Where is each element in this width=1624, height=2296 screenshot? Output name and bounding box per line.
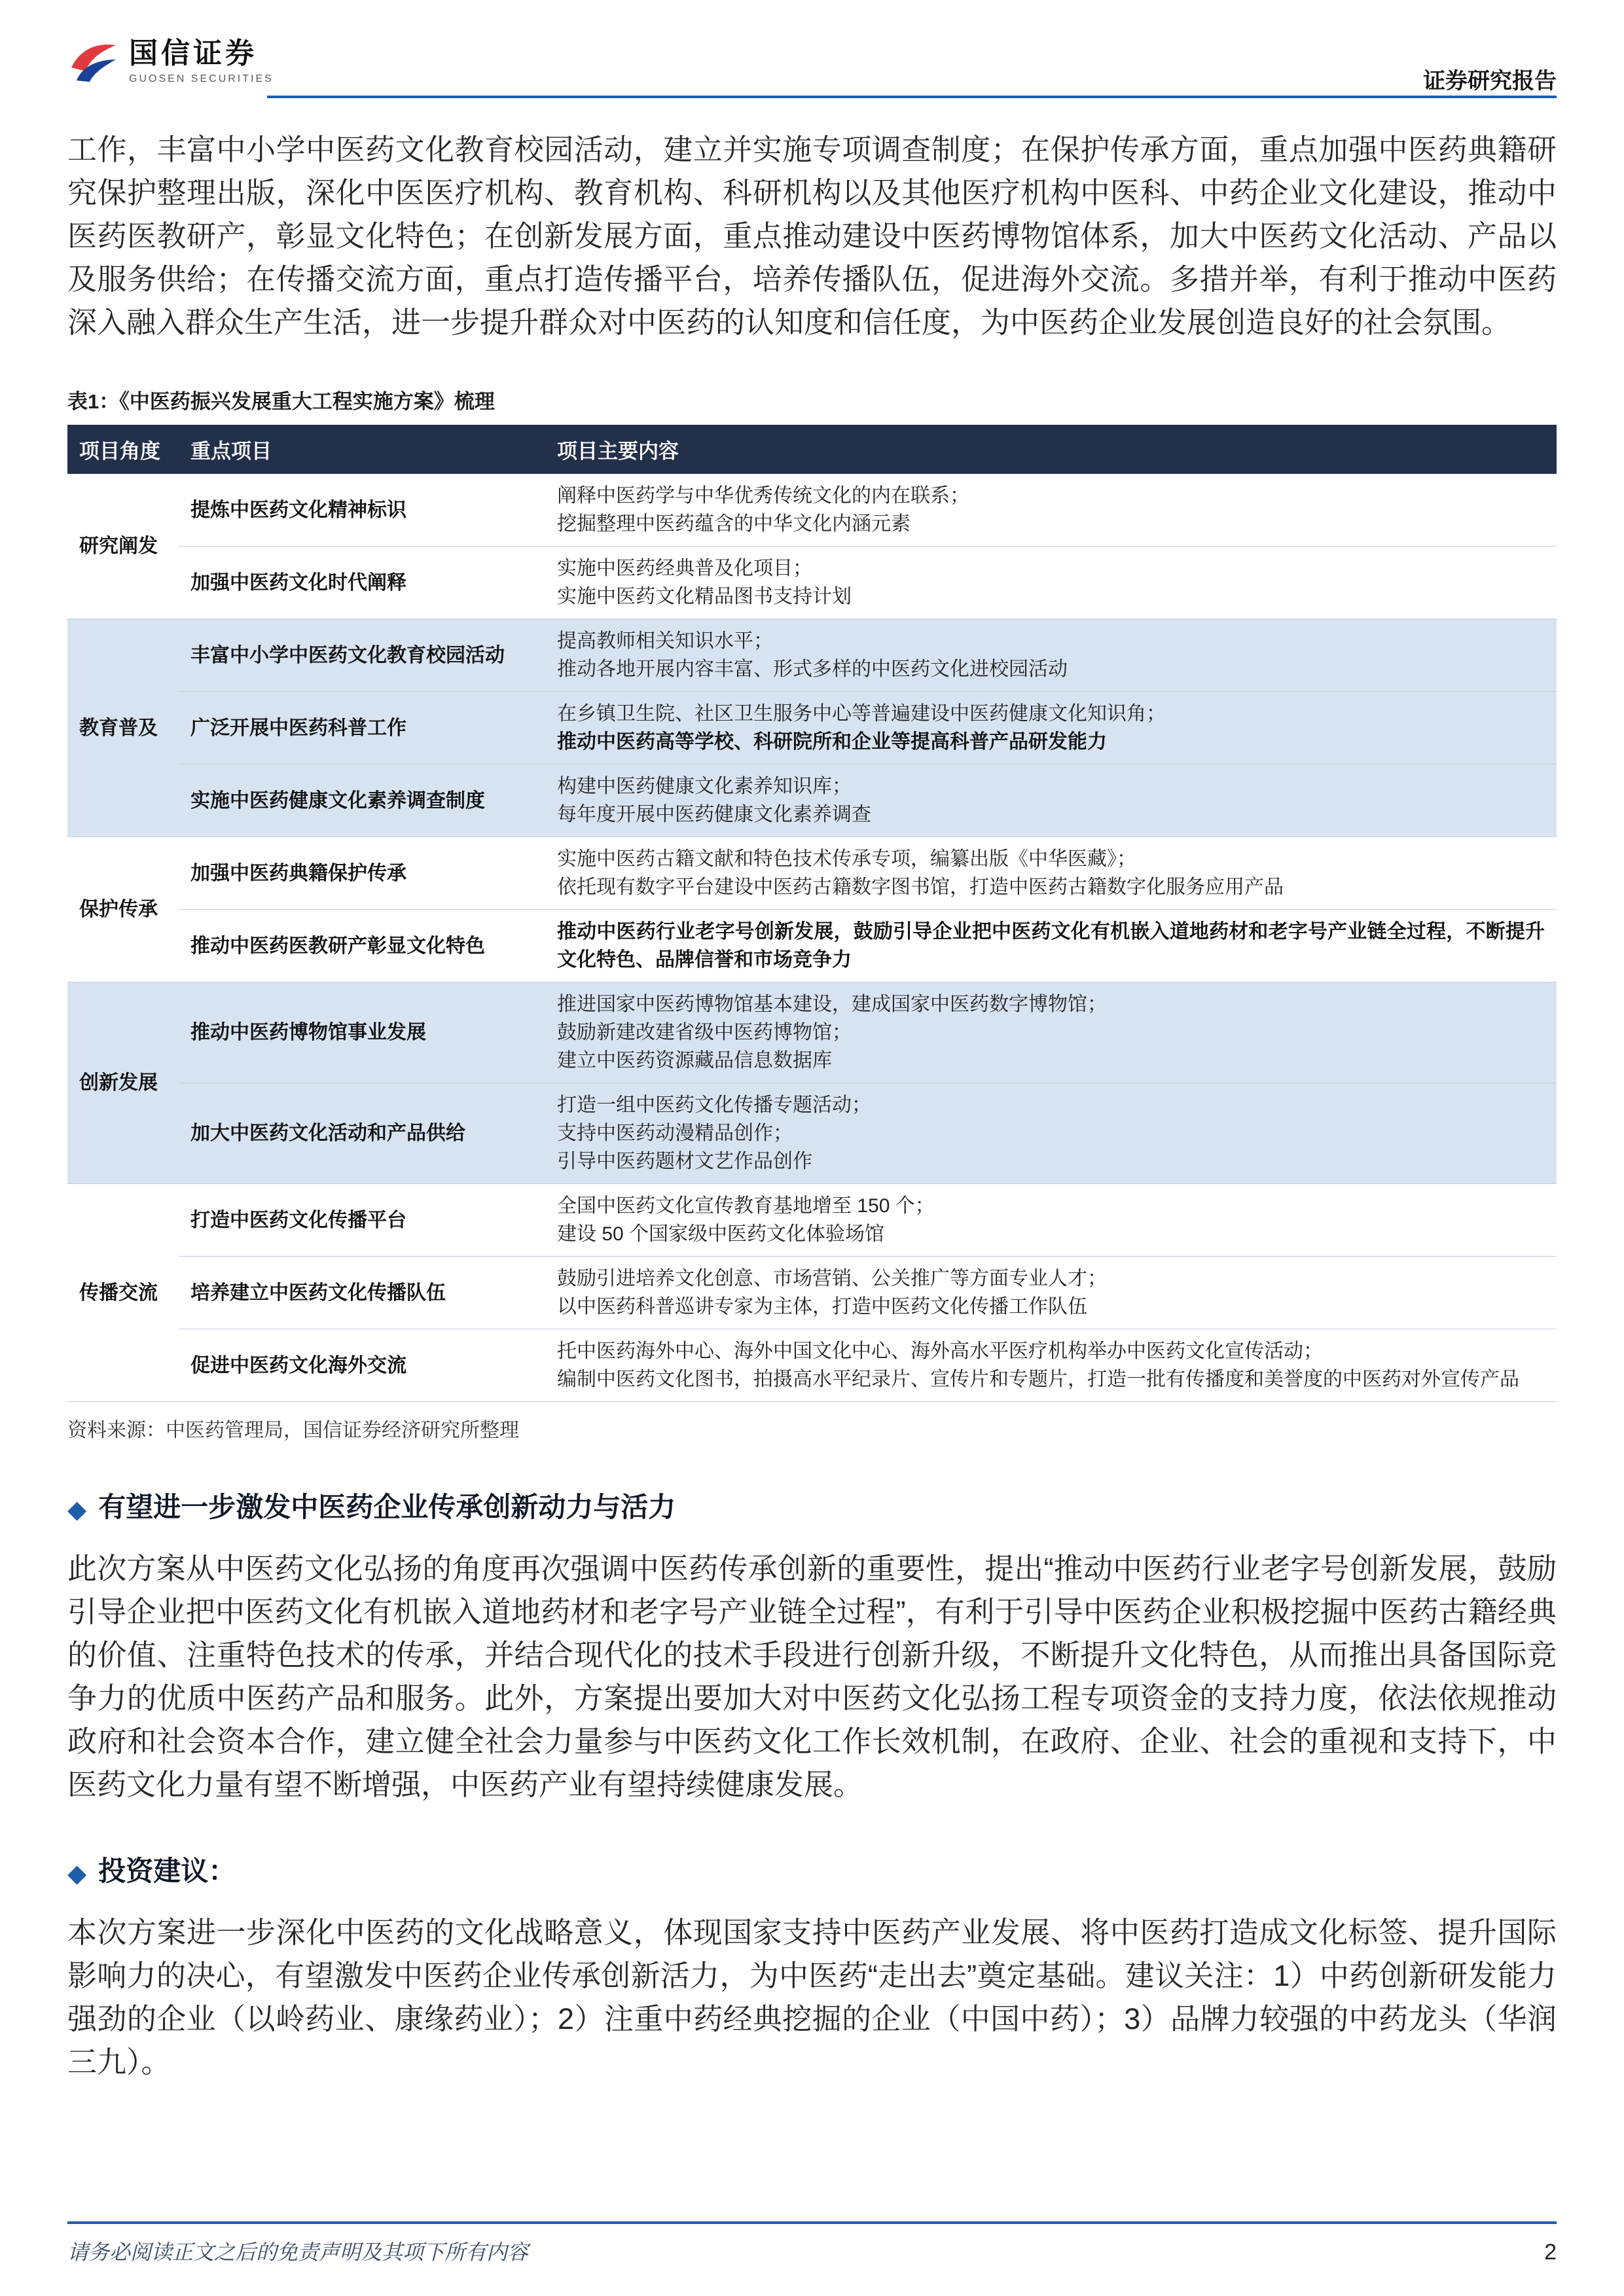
table-source-note: 资料来源：中医药管理局，国信证券经济研究所整理	[67, 1420, 519, 1441]
table-row	[67, 910, 1557, 982]
section-paragraph: 此次方案从中医药文化弘扬的角度再次强调中医药传承创新的重要性，提出“推动中医药行业老字号创新发展，鼓励引导企业把中医药文化有机嵌入道地药材和老字号产业链全过程”，有利于引导中医药企业积极挖掘中医药古籍经典的价值、注重特色技术的传承，并结合现代化的技术手段进行创新升级，不断提升文化特色，从而推出具备国际竞争力的优质中医药产品和服务。此外，方案提出要加大对中医药文化弘扬工程专项资金的支持力度，依法依规推动政府和社会资本合作，建立健全社会力量参与中医药文化工作长效机制，在政府、企业、社会的重视和支持下，中医药文化力量有望不断增强，中医药产业有望持续健康发展。	[67, 1552, 1557, 1801]
footer-rule	[67, 2221, 1557, 2224]
angle-cell: 教育普及	[67, 619, 179, 837]
table-row	[67, 1184, 1557, 1257]
project-cell: 提炼中医药文化精神标识	[179, 474, 545, 547]
diamond-bullet-icon: ◆	[67, 1496, 87, 1524]
content-cell: 实施中医药经典普及化项目； 实施中医药文化精品图书支持计划	[545, 547, 1557, 619]
table-header-row	[67, 425, 1557, 474]
header-rule	[267, 96, 1557, 98]
content-cell: 构建中医药健康文化素养知识库； 每年度开展中医药健康文化素养调查	[545, 764, 1557, 837]
project-cell: 促进中医药文化海外交流	[179, 1329, 545, 1402]
project-cell: 打造中医药文化传播平台	[179, 1184, 545, 1257]
table-row	[67, 764, 1557, 837]
table-caption: 表1：《中医药振兴发展重大工程实施方案》梳理	[67, 390, 495, 413]
report-type-label: 证券研究报告	[1423, 69, 1557, 94]
diamond-bullet-icon: ◆	[67, 1860, 87, 1888]
section-title: 有望进一步激发中医药企业传承创新动力与活力	[98, 1492, 676, 1522]
content-cell: 推动中医药行业老字号创新发展，鼓励引导企业把中医药文化有机嵌入道地药材和老字号产业链全过程，不断提升文化特色、品牌信誉和市场竞争力	[545, 910, 1557, 982]
intro-paragraph: 工作，丰富中小学中医药文化教育校园活动，建立并实施专项调查制度；在保护传承方面，重点加强中医药典籍研究保护整理出版，深化中医医疗机构、教育机构、科研机构以及其他医疗机构中医科、中药企业文化建设，推动中医药医教研产，彰显文化特色；在创新发展方面，重点推动建设中医药博物馆体系，加大中医药文化活动、产品以及服务供给；在传播交流方面，重点打造传播平台，培养传播队伍，促进海外交流。多措并举，有利于推动中医药深入融入群众生产生活，进一步提升群众对中医药的认知度和信任度，为中医药企业发展创造良好的社会氛围。	[67, 133, 1557, 339]
table-row	[67, 474, 1557, 547]
project-cell: 推动中医药博物馆事业发展	[179, 982, 545, 1083]
brand	[67, 38, 274, 85]
content-cell: 提高教师相关知识水平； 推动各地开展内容丰富、形式多样的中医药文化进校园活动	[545, 619, 1557, 692]
table-row	[67, 1083, 1557, 1184]
content-cell: 全国中医药文化宣传教育基地增至 150 个； 建设 50 个国家级中医药文化体验场馆	[545, 1184, 1557, 1257]
table-row	[67, 1257, 1557, 1329]
content-cell: 托中医药海外中心、海外中国文化中心、海外高水平医疗机构举办中医药文化宣传活动； 编制中医药文化图书，拍摄高水平纪录片、宣传片和专题片，打造一批有传播度和美誉度的中医药对外宣传产品	[545, 1329, 1557, 1402]
column-header-angle: 项目角度	[67, 425, 179, 474]
project-cell: 实施中医药健康文化素养调查制度	[179, 764, 545, 837]
project-cell: 加强中医药文化时代阐释	[179, 547, 545, 619]
content-cell: 阐释中医药学与中华优秀传统文化的内在联系； 挖掘整理中医药蕴含的中华文化内涵元素	[545, 474, 1557, 547]
content-cell: 在乡镇卫生院、社区卫生服务中心等普遍建设中医药健康文化知识角； 推动中医药高等学校、科研院所和企业等提高科普产品研发能力	[545, 692, 1557, 764]
table-row	[67, 1329, 1557, 1402]
content-cell: 打造一组中医药文化传播专题活动； 支持中医药动漫精品创作； 引导中医药题材文艺作品创作	[545, 1083, 1557, 1184]
project-cell: 推动中医药医教研产彰显文化特色	[179, 910, 545, 982]
content-cell: 推进国家中医药博物馆基本建设，建成国家中医药数字博物馆； 鼓励新建改建省级中医药博物馆； 建立中医药资源藏品信息数据库	[545, 982, 1557, 1083]
implementation-plan-table	[67, 425, 1557, 1402]
section-paragraph: 本次方案进一步深化中医药的文化战略意义，体现国家支持中医药产业发展、将中医药打造成文化标签、提升国际影响力的决心，有望激发中医药企业传承创新活力，为中医药“走出去”奠定基础。建议关注：1）中药创新研发能力强劲的企业（以岭药业、康缘药业）；2）注重中药经典挖掘的企业（中国中药）；3）品牌力较强的中药龙头（华润三九）。	[67, 1916, 1557, 2079]
table-row	[67, 619, 1557, 692]
page-number: 2	[1544, 2240, 1557, 2265]
table-row	[67, 837, 1557, 910]
section-title: 投资建议：	[98, 1856, 236, 1886]
column-header-project: 重点项目	[179, 425, 545, 474]
page-header	[67, 0, 1557, 98]
table-row	[67, 982, 1557, 1083]
section-heading	[67, 1486, 1557, 1525]
page-footer	[67, 2221, 1557, 2266]
guosen-logo-icon	[67, 40, 118, 83]
section-heading	[67, 1850, 1557, 1889]
content-cell: 实施中医药古籍文献和特色技术传承专项，编纂出版《中华医藏》； 依托现有数字平台建设中医药古籍数字图书馆，打造中医药古籍数字化服务应用产品	[545, 837, 1557, 910]
column-header-content: 项目主要内容	[545, 425, 1557, 474]
project-cell: 培养建立中医药文化传播队伍	[179, 1257, 545, 1329]
project-cell: 广泛开展中医药科普工作	[179, 692, 545, 764]
brand-name-en: GUOSEN SECURITIES	[129, 73, 274, 85]
table-row	[67, 692, 1557, 764]
content-cell: 鼓励引进培养文化创意、市场营销、公关推广等方面专业人才； 以中医药科普巡讲专家为主体，打造中医药文化传播工作队伍	[545, 1257, 1557, 1329]
project-cell: 丰富中小学中医药文化教育校园活动	[179, 619, 545, 692]
angle-cell: 创新发展	[67, 982, 179, 1184]
angle-cell: 传播交流	[67, 1184, 179, 1402]
angle-cell: 研究阐发	[67, 474, 179, 619]
project-cell: 加大中医药文化活动和产品供给	[179, 1083, 545, 1184]
project-cell: 加强中医药典籍保护传承	[179, 837, 545, 910]
brand-text	[129, 38, 274, 85]
angle-cell: 保护传承	[67, 837, 179, 982]
table-row	[67, 547, 1557, 619]
brand-name-cn: 国信证券	[129, 37, 257, 69]
footer-disclaimer: 请务必阅读正文之后的免责声明及其项下所有内容	[67, 2240, 529, 2264]
